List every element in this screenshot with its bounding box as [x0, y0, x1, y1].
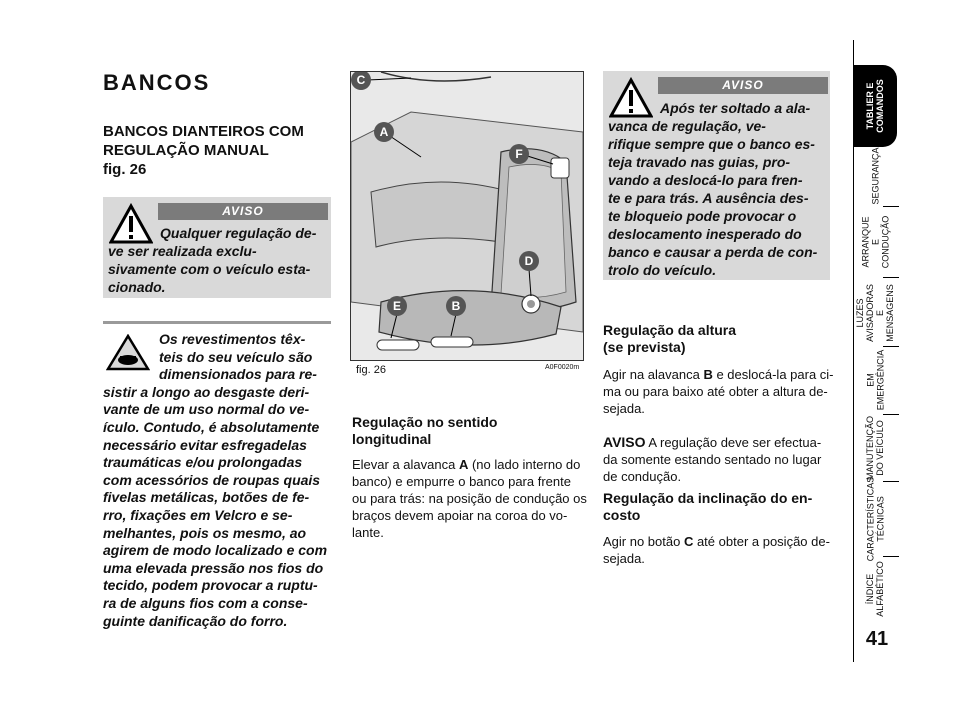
tab-separator — [883, 277, 899, 278]
callout-f: F — [515, 147, 523, 161]
note-line: fivelas metálicas, botões de fe- — [103, 489, 310, 506]
height-text-pre: Agir na alavanca — [603, 367, 704, 382]
note-line: Os revestimentos têx- — [159, 331, 306, 347]
tab-label: ÍNDICE ALFABÉTICO — [865, 561, 885, 617]
backrest-text-post: até obter a posição de- sejada. — [603, 534, 830, 566]
sidebar-tab-caracteristicas[interactable] — [853, 476, 897, 562]
callout-c: C — [356, 73, 366, 87]
note-line: sistir a longo ao desgaste deri- — [103, 383, 310, 400]
longitudinal-heading: Regulação no sentido longitudinal — [352, 414, 498, 447]
inline-aviso-label: AVISO — [603, 434, 646, 450]
longitudinal-text — [352, 456, 588, 541]
button-c-ref: C — [683, 534, 694, 549]
seat-illustration — [351, 72, 583, 360]
note-line: traumáticas e/ou prolongadas — [103, 454, 303, 471]
sidebar-tab-emergencia[interactable] — [853, 348, 897, 412]
note-line: ra de alguns fios com a conse- — [103, 594, 308, 611]
note-line: ículo. Contudo, é absolutamente — [103, 418, 320, 435]
note-line: melhantes, pois os mesmo, ao — [103, 524, 307, 541]
callout-e: E — [392, 299, 402, 313]
section-heading: BANCOS DIANTEIROS COM REGULAÇÃO MANUAL fig. 26 — [103, 123, 304, 178]
note-line: necessário evitar esfregadelas — [103, 436, 307, 453]
sidebar-tab-arranque[interactable] — [853, 210, 897, 274]
tab-label: TABLIER E COMANDOS — [865, 79, 885, 133]
note-line: tecido, podem provocar a ruptu- — [103, 577, 318, 594]
lever-a-ref: A — [458, 457, 469, 472]
longitudinal-text-pre: Elevar a alavanca — [352, 457, 459, 472]
tab-label: MANUTENÇÃO DO VEÍCULO — [865, 415, 886, 481]
page-title: BANCOS — [103, 70, 211, 95]
tab-separator — [883, 556, 899, 557]
backrest-text — [603, 533, 839, 567]
warning-box-lock — [603, 71, 830, 280]
tab-label: ARRANQUE E CONDUÇÃO — [860, 215, 890, 269]
tab-label: LUZES AVISADORAS E MENSAGENS — [855, 284, 896, 342]
sidebar-tab-tablier[interactable] — [853, 65, 897, 147]
tab-separator — [883, 206, 899, 207]
note-line: rro, fixações em Velcro e se- — [103, 506, 293, 523]
note-divider — [103, 321, 331, 324]
seat-figure — [350, 71, 584, 361]
tab-label: SEGURANÇA — [870, 147, 881, 205]
lever-b-ref: B — [703, 367, 713, 382]
sidebar-tab-indice[interactable] — [853, 558, 897, 620]
page-number: 41 — [865, 628, 889, 650]
note-line: uma elevada pressão nos fios do — [103, 559, 324, 576]
note-line: agirem de modo localizado e com — [103, 542, 328, 559]
tab-separator — [883, 414, 899, 415]
tab-label: CARACTERÍSTICAS TÉCNICAS — [865, 476, 886, 562]
warning-tag: AVISO — [658, 77, 828, 94]
tab-label: EM EMERGÊNCIA — [865, 349, 885, 411]
warning-text: Qualquer regulação de- ve ser realizada exclu- sivamente com o veículo esta- cionado. — [108, 225, 317, 295]
height-text — [603, 366, 839, 417]
warning-tag: AVISO — [158, 203, 328, 220]
note-line: vante de um uso normal do ve- — [103, 401, 310, 418]
height-text-post: e deslocá-la para ci- ma ou para baixo até obter a altura de- sejada. — [603, 367, 834, 416]
callout-a: A — [379, 125, 389, 139]
height-aviso-body: A regulação deve ser efectua- da somente estando sentado no lugar de condução. — [603, 435, 822, 484]
callout-b: B — [451, 299, 461, 313]
warning-text: Após ter soltado a ala- vanca de regulação, ve- rifique sempre que o banco es- teja travado nas guias, pro- vando a deslocá-lo para fren- te e para trás. A ausência des- te bloqueio pode provocar o deslocamento inesperado do banco e causar a perda de con- trolo do veículo. — [608, 100, 818, 278]
note-line: teis do seu veículo são — [159, 348, 313, 365]
height-heading: Regulação da altura (se prevista) — [603, 322, 737, 355]
sidebar-tab-seguranca[interactable] — [853, 148, 897, 204]
sidebar-tab-luzes[interactable] — [853, 280, 897, 346]
tab-separator — [883, 346, 899, 347]
warning-box-parking — [103, 197, 331, 298]
longitudinal-text-post: (no lado interno do banco) e empurre o banco para frente ou para trás: na posição de condução os braços devem apoiar na coroa do vo- lante. — [352, 457, 587, 540]
tab-separator — [883, 481, 899, 482]
note-line: dimensionados para re- — [159, 366, 317, 383]
height-aviso-text — [603, 434, 839, 485]
note-line: guinte danificação do forro. — [103, 612, 288, 629]
note-indent-spacer — [103, 331, 155, 383]
backrest-text-pre: Agir no botão — [603, 534, 684, 549]
sidebar-tab-manutencao[interactable] — [853, 416, 897, 480]
backrest-heading: Regulação da inclinação do en- costo — [603, 490, 813, 523]
figure-caption: fig. 26 — [356, 364, 386, 376]
figure-code: A0F0020m — [545, 364, 580, 371]
callout-d: D — [524, 254, 534, 268]
note-line: com acessórios de roupas quais — [103, 471, 321, 488]
